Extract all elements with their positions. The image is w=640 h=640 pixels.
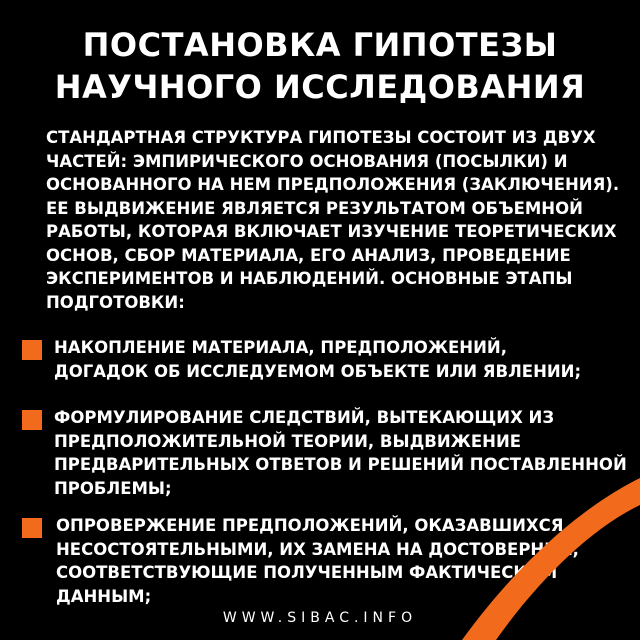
bullet-line: СООТВЕТСТВУЮЩИЕ ПОЛУЧЕННЫМ ФАКТИЧЕСКИМ — [56, 563, 558, 582]
intro-line: РАБОТЫ, КОТОРАЯ ВКЛЮЧАЕТ ИЗУЧЕНИЕ ТЕОРЕТИЧЕСКИХ — [46, 222, 617, 241]
intro-line: ОСНОВАННОГО НА НЕМ ПРЕДПОЛОЖЕНИЯ (ЗАКЛЮЧЕНИЯ). — [46, 175, 620, 194]
intro-line: ЕЕ ВЫДВИЖЕНИЕ ЯВЛЯЕТСЯ РЕЗУЛЬТАТОМ ОБЪЕМНОЙ — [46, 198, 583, 218]
intro-line: ОСНОВ, СБОР МАТЕРИАЛА, ЕГО АНАЛИЗ, ПРОВЕДЕНИЕ — [46, 245, 571, 265]
bullet-line: ОПРОВЕРЖЕНИЕ ПРЕДПОЛОЖЕНИЙ, ОКАЗАВШИХСЯ — [56, 516, 564, 535]
bullet-line: ДОГАДОК ОБ ИССЛЕДУЕМОМ ОБЪЕКТЕ ИЛИ ЯВЛЕНИИ; — [54, 361, 582, 381]
intro-line: ЧАСТЕЙ: ЭМПИРИЧЕСКОГО ОСНОВАНИЯ (ПОСЫЛКИ) И — [46, 151, 568, 171]
intro-line: ЭКСПЕРИМЕНТОВ И НАБЛЮДЕНИЙ. ОСНОВНЫЕ ЭТАПЫ — [46, 269, 573, 288]
bullet-line: НАКОПЛЕНИЕ МАТЕРИАЛА, ПРЕДПОЛОЖЕНИЙ, — [54, 338, 507, 357]
intro-line: ПОДГОТОВКИ: — [46, 292, 185, 312]
bullet-line: ПРЕДВАРИТЕЛЬНЫХ ОТВЕТОВ И РЕШЕНИЙ ПОСТАВЛЕННОЙ — [54, 455, 627, 474]
footer-website: WWW.SIBAC.INFO — [222, 610, 418, 626]
bullet-line: ПРЕДПОЛОЖИТЕЛЬНОЙ ТЕОРИИ, ВЫДВИЖЕНИЕ — [54, 431, 522, 451]
intro-line: СТАНДАРТНАЯ СТРУКТУРА ГИПОТЕЗЫ СОСТОИТ ИЗ ДВУХ — [46, 128, 596, 147]
title-line-2: НАУЧНОГО ИССЛЕДОВАНИЯ — [54, 68, 586, 106]
bullet-line: ПРОБЛЕМЫ; — [54, 478, 172, 498]
bullet-line: ДАННЫМ; — [56, 586, 152, 606]
title-line-1: ПОСТАНОВКА ГИПОТЕЗЫ — [82, 26, 558, 64]
bullet-line: НЕСОСТОЯТЕЛЬНЫМИ, ИХ ЗАМЕНА НА ДОСТОВЕРНЫЕ, — [56, 539, 579, 559]
bullet-line: ФОРМУЛИРОВАНИЕ СЛЕДСТВИЙ, ВЫТЕКАЮЩИХ ИЗ — [54, 408, 555, 427]
